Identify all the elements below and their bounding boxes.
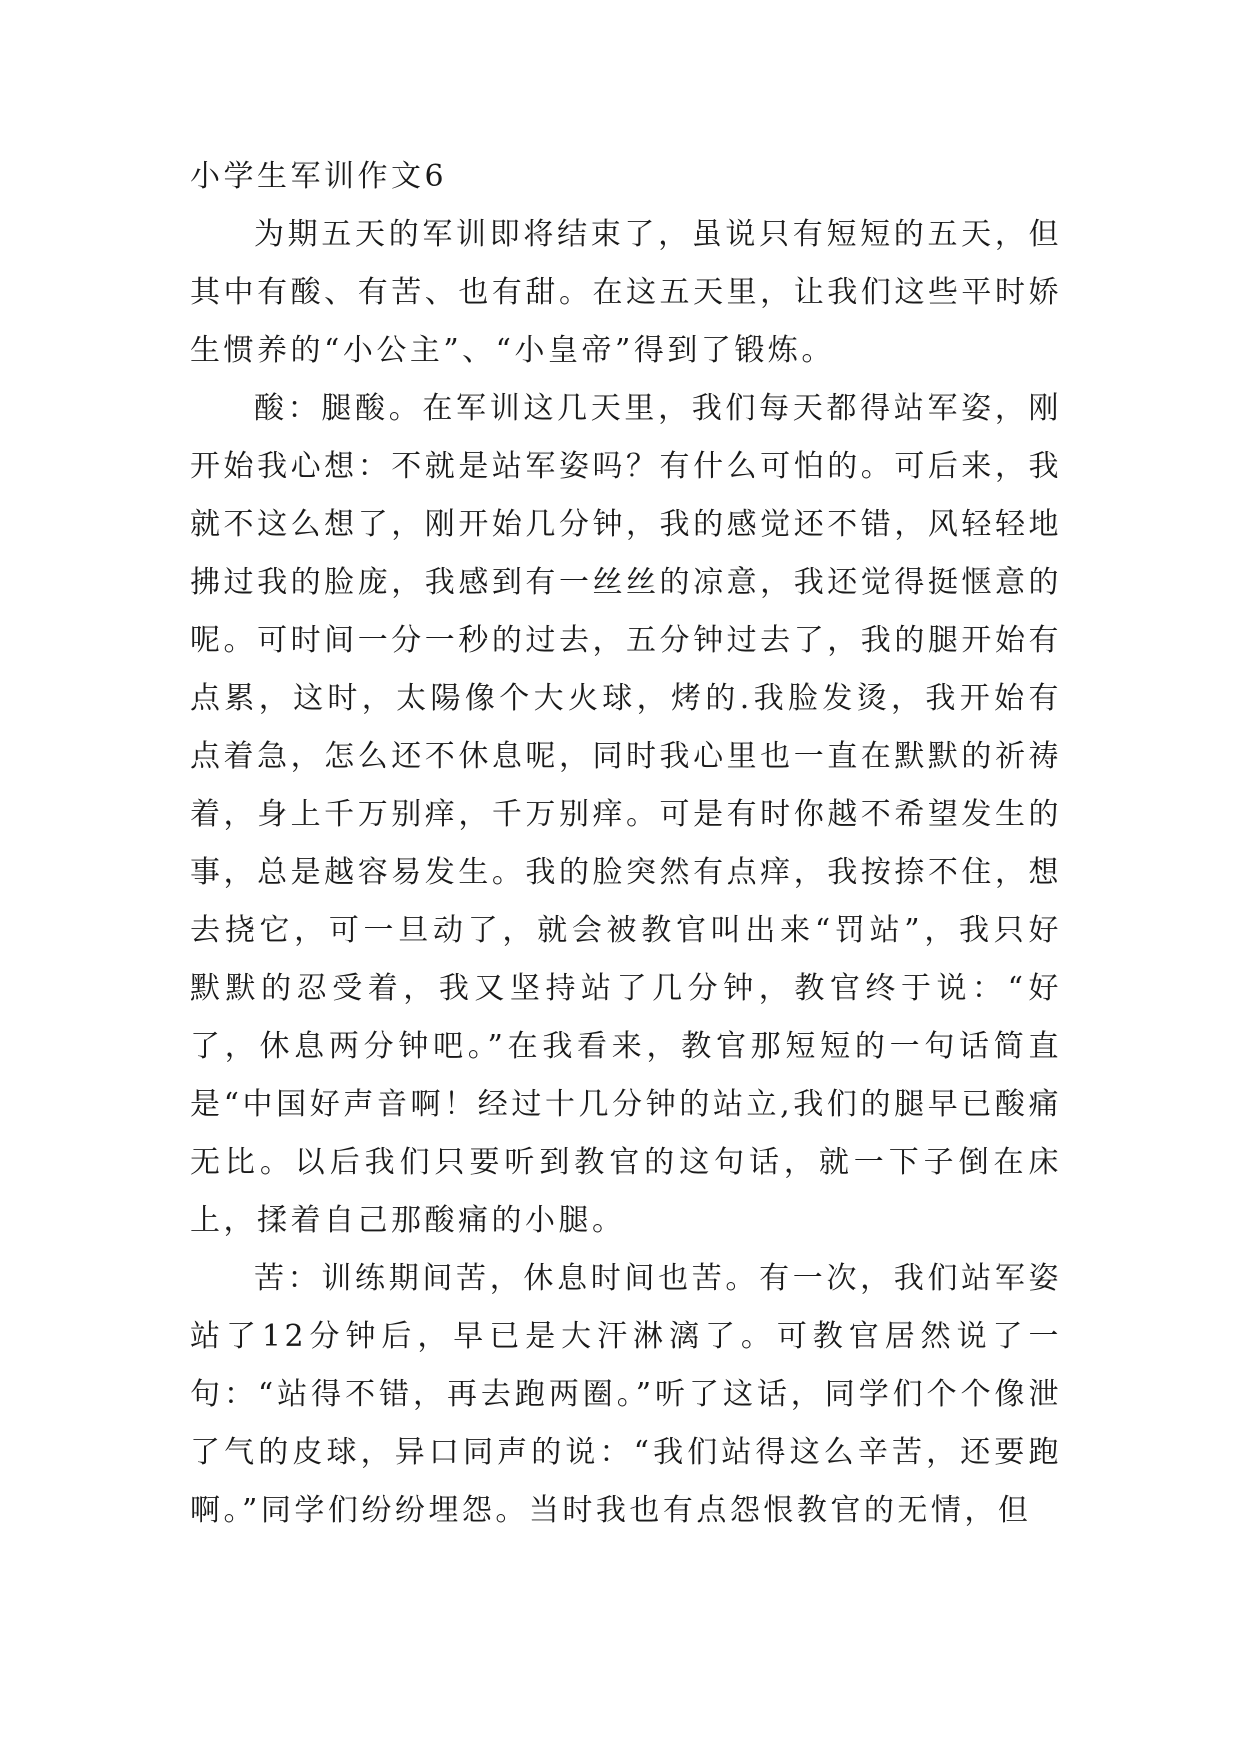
paragraph-sour: 酸：腿酸。在军训这几天里，我们每天都得站军姿，刚开始我心想：不就是站军姿吗？有什么可怕的。可后来，我就不这么想了，刚开始几分钟，我的感觉还不错，风轻轻地拂过我的脸庞，我感到有一丝丝的凉意，我还觉得挺惬意的呢。可时间一分一秒的过去，五分钟过去了，我的腿开始有点累，这时，太陽像个大火球，烤的.我脸发烫，我开始有点着急，怎么还不休息呢，同时我心里也一直在默默的祈祷着，身上千万别痒，千万别痒。可是有时你越不希望发生的事，总是越容易发生。我的脸突然有点痒，我按捺不住，想去挠它，可一旦动了，就会被教官叫出来“罚站”，我只好默默的忍受着，我又坚持站了几分钟，教官终于说：“好了，休息两分钟吧。”在我看来，教官那短短的一句话简直是“中国好声音啊！经过十几分钟的站立,我们的腿早已酸痛无比。以后我们只要听到教官的这句话，就一下子倒在床上，揉着自己那酸痛的小腿。 [190, 391, 1062, 1238]
document-body [190, 148, 1062, 1540]
paragraph-bitter: 苦：训练期间苦，休息时间也苦。有一次，我们站军姿站了12分钟后，早已是大汗淋漓了。可教官居然说了一句：“站得不错，再去跑两圈。”听了这话，同学们个个像泄了气的皮球，异口同声的说：“我们站得这么辛苦，还要跑啊。”同学们纷纷埋怨。当时我也有点怨恨教官的无情，但 [190, 1261, 1062, 1528]
document-title: 小学生军训作文6 [190, 159, 448, 194]
paragraph-intro: 为期五天的军训即将结束了，虽说只有短短的五天，但其中有酸、有苦、也有甜。在这五天里，让我们这些平时娇生惯养的“小公主”、“小皇帝”得到了锻炼。 [190, 217, 1062, 368]
